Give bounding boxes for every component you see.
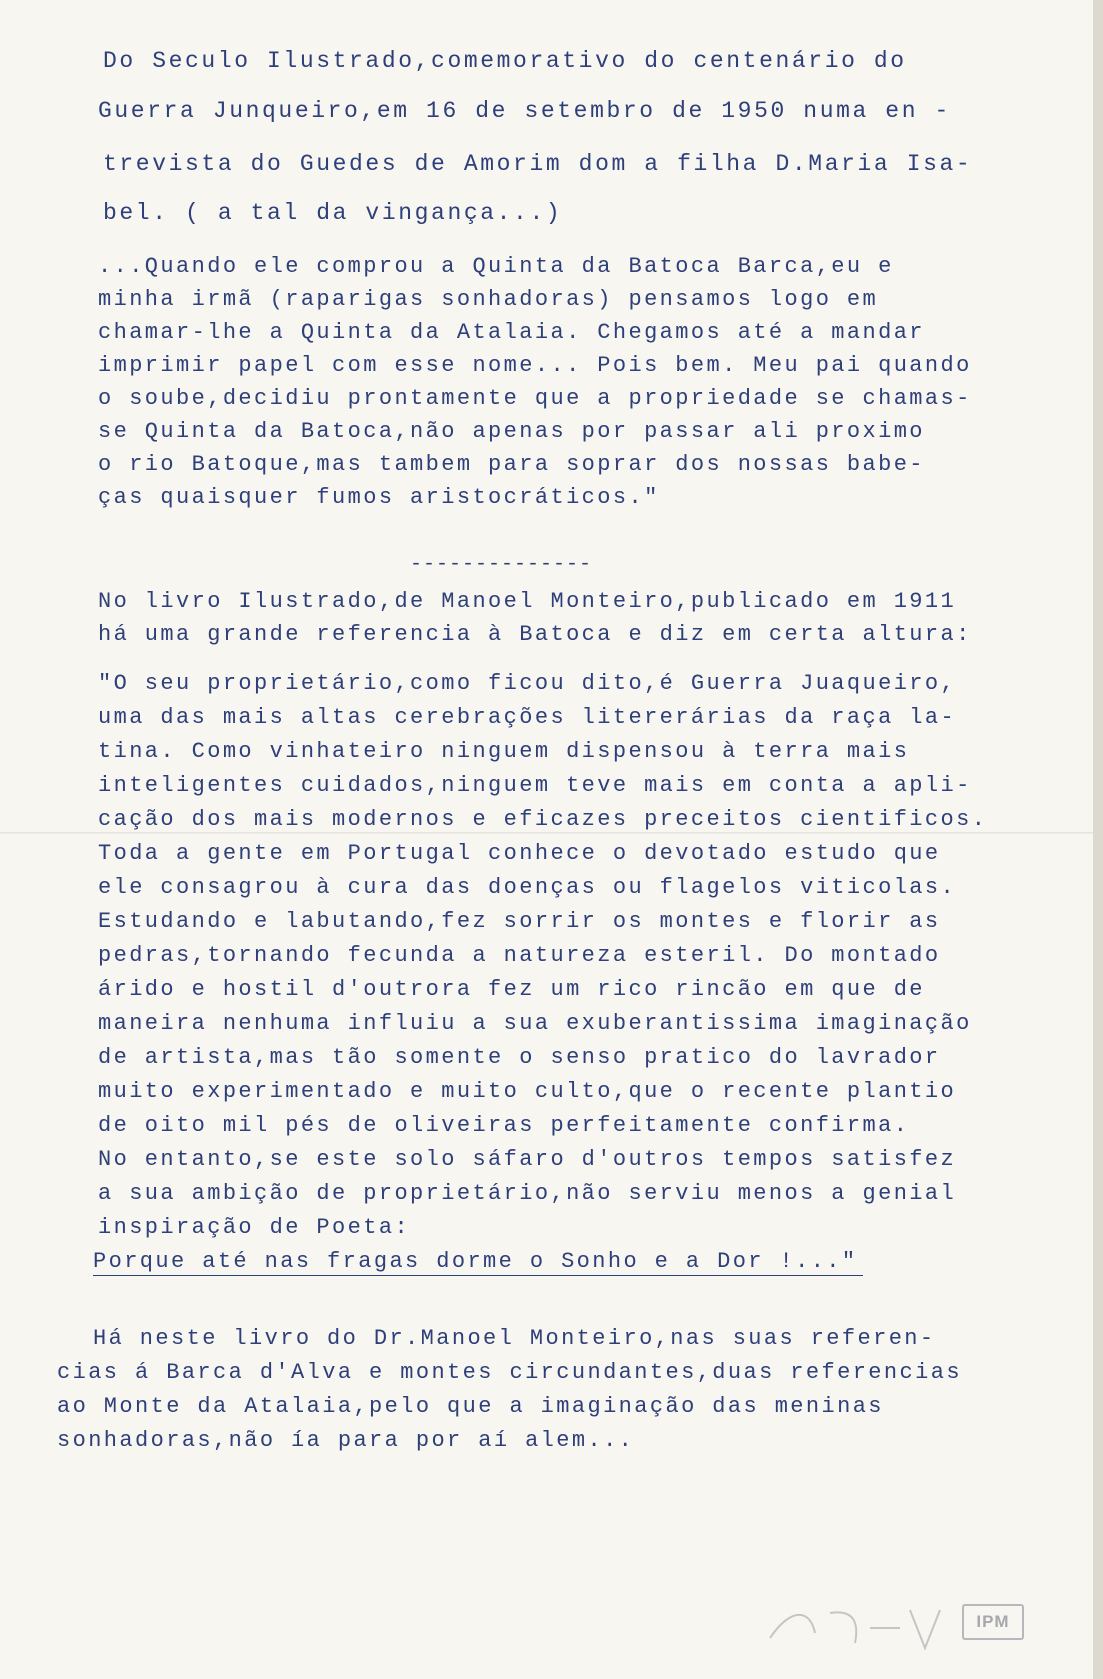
text-line: minha irmã (raparigas sonhadoras) pensamos logo em [98, 287, 879, 312]
text-line: ele consagrou à cura das doenças ou flagelos viticolas. [98, 875, 957, 900]
text-line: Do Seculo Ilustrado,comemorativo do centenário do [103, 48, 907, 74]
text-line: Estudando e labutando,fez sorrir os montes e florir as [98, 909, 941, 934]
text-line: o soube,decidiu prontamente que a propriedade se chamas- [98, 386, 972, 411]
text-line: ...Quando ele comprou a Quinta da Batoca Barca,eu e [98, 254, 894, 279]
text-line: Guerra Junqueiro,em 16 de setembro de 1950 numa en - [98, 98, 951, 124]
text-line: cação dos mais modernos e eficazes preceitos cientificos. [98, 807, 988, 832]
verse-underline [93, 1275, 863, 1276]
text-line: sonhadoras,não ía para por aí alem... [57, 1428, 635, 1453]
text-line: inteligentes cuidados,ninguem teve mais em conta a apli- [98, 773, 972, 798]
text-line: a sua ambição de proprietário,não serviu menos a genial [98, 1181, 957, 1206]
archive-stamp: IPM [962, 1604, 1024, 1640]
text-line: imprimir papel com esse nome... Pois bem. Meu pai quando [98, 353, 972, 378]
text-line: de oito mil pés de oliveiras perfeitamente confirma. [98, 1113, 910, 1138]
text-line: muito experimentado e muito culto,que o recente plantio [98, 1079, 957, 1104]
text-line: ao Monte da Atalaia,pelo que a imaginação das meninas [57, 1394, 884, 1419]
text-line: há uma grande referencia à Batoca e diz em certa altura: [98, 622, 972, 647]
text-line: tina. Como vinhateiro ninguem dispensou à terra mais [98, 739, 910, 764]
text-line: cias á Barca d'Alva e montes circundantes,duas referencias [57, 1360, 962, 1385]
text-line: bel. ( a tal da vingança...) [103, 200, 563, 226]
text-line: o rio Batoque,mas tambem para soprar dos nossas babe- [98, 452, 925, 477]
text-line: maneira nenhuma influiu a sua exuberantissima imaginação [98, 1011, 972, 1036]
paper-edge [1093, 0, 1103, 1679]
separator-line: -------------- [410, 553, 593, 576]
text-line: árido e hostil d'outrora fez um rico rincão em que de [98, 977, 925, 1002]
text-line: Toda a gente em Portugal conhece o devotado estudo que [98, 841, 941, 866]
text-line: se Quinta da Batoca,não apenas por passar ali proximo [98, 419, 925, 444]
text-line: Porque até nas fragas dorme o Sonho e a Dor !..." [93, 1249, 858, 1274]
text-line: No livro Ilustrado,de Manoel Monteiro,publicado em 1911 [98, 589, 957, 614]
text-line: de artista,mas tão somente o senso pratico do lavrador [98, 1045, 941, 1070]
text-line: ças quaisquer fumos aristocráticos." [98, 485, 660, 510]
text-line: Há neste livro do Dr.Manoel Monteiro,nas suas referen- [93, 1326, 936, 1351]
text-line: inspiração de Poeta: [98, 1215, 411, 1240]
text-line: No entanto,se este solo sáfaro d'outros tempos satisfez [98, 1147, 957, 1172]
pencil-mark [760, 1598, 950, 1658]
text-line: trevista do Guedes de Amorim dom a filha D.Maria Isa- [103, 151, 973, 177]
text-line: uma das mais altas cerebrações litererárias da raça la- [98, 705, 957, 730]
text-line: "O seu proprietário,como ficou dito,é Guerra Juaqueiro, [98, 671, 957, 696]
text-line: pedras,tornando fecunda a natureza esteril. Do montado [98, 943, 941, 968]
text-line: chamar-lhe a Quinta da Atalaia. Chegamos até a mandar [98, 320, 925, 345]
